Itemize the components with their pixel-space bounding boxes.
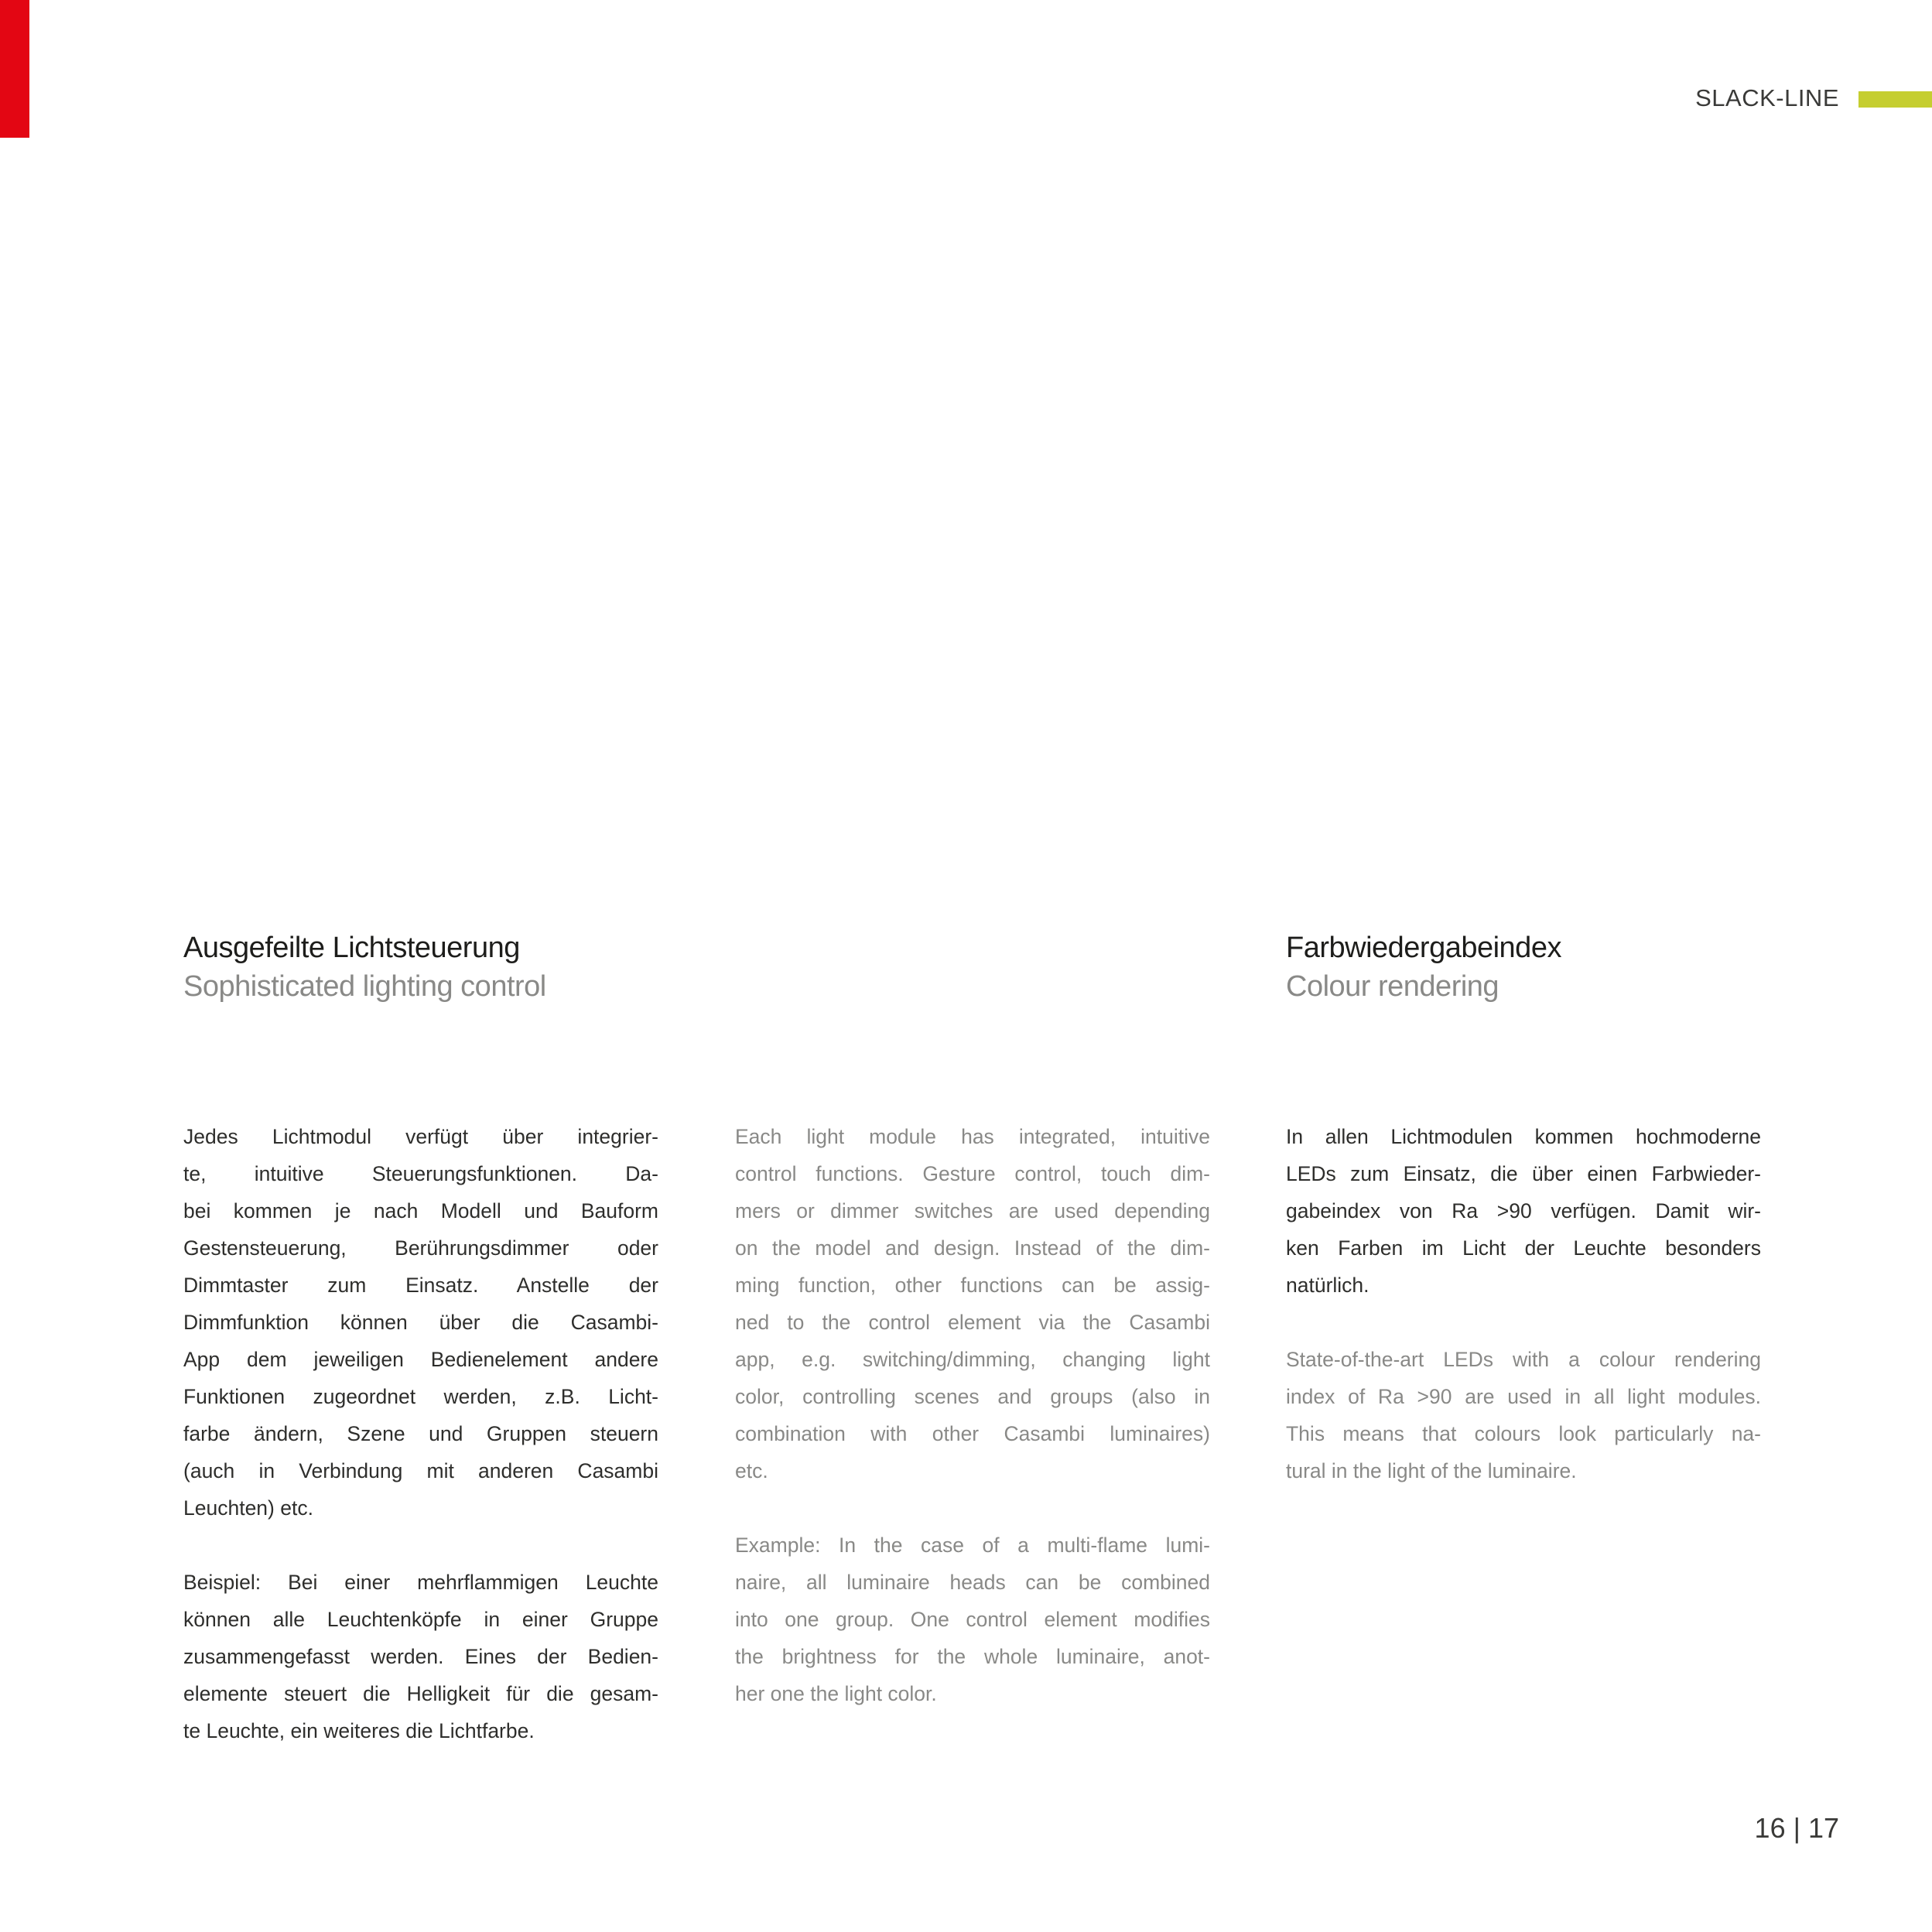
text-line: ken Farben im Licht der Leuchte besonders [1286,1236,1761,1260]
text-line: Beispiel: Bei einer mehrflammigen Leuchte [183,1571,658,1594]
paragraph [183,1564,658,1749]
text-line: mers or dimmer switches are used depending [735,1199,1210,1222]
paragraph [1286,1118,1761,1304]
page-number: 16 | 17 [1754,1812,1839,1844]
text-line: Each light module has integrated, intuitive [735,1125,1210,1148]
heading-de: Farbwiedergabeindex [1286,932,1561,964]
text-line: Leuchten) etc. [183,1496,313,1520]
text-line: into one group. One control element modifies [735,1608,1210,1631]
text-line: Jedes Lichtmodul verfügt über integrier- [183,1125,658,1148]
text-line: elemente steuert die Helligkeit für die gesam- [183,1682,658,1705]
text-line: ming function, other functions can be assig- [735,1274,1210,1297]
paragraph [183,1118,658,1527]
paragraph [735,1527,1210,1712]
text-column-2 [735,1118,1210,1749]
text-line: on the model and design. Instead of the dim- [735,1236,1210,1260]
text-line: etc. [735,1459,768,1482]
text-line: LEDs zum Einsatz, die über einen Farbwieder- [1286,1162,1761,1185]
text-line: bei kommen je nach Modell und Bauform [183,1199,658,1222]
text-line: Dimmtaster zum Einsatz. Anstelle der [183,1274,658,1297]
text-line: combination with other Casambi luminaires) [735,1422,1210,1445]
text-line: zusammengefasst werden. Eines der Bedien- [183,1645,658,1668]
text-line: natürlich. [1286,1274,1369,1297]
paragraph [735,1118,1210,1489]
text-line: her one the light color. [735,1682,937,1705]
text-line: farbe ändern, Szene und Gruppen steuern [183,1422,658,1445]
text-column-3 [1286,1118,1761,1527]
text-line: State-of-the-art LEDs with a colour rendering [1286,1348,1761,1371]
text-column-1 [183,1118,658,1787]
text-line: index of Ra >90 are used in all light modules. [1286,1385,1761,1408]
text-line: tural in the light of the luminaire. [1286,1459,1577,1482]
text-line: Example: In the case of a multi-flame lumi- [735,1534,1210,1557]
text-line: ned to the control element via the Casambi [735,1311,1210,1334]
text-line: control functions. Gesture control, touch dim- [735,1162,1210,1185]
text-line: gabeindex von Ra >90 verfügen. Damit wir- [1286,1199,1761,1222]
text-line: Dimmfunktion können über die Casambi- [183,1311,658,1334]
text-line: This means that colours look particularly na- [1286,1422,1761,1445]
text-line: Funktionen zugeordnet werden, z.B. Licht- [183,1385,658,1408]
text-line: the brightness for the whole luminaire, anot- [735,1645,1210,1668]
text-line: color, controlling scenes and groups (also in [735,1385,1210,1408]
heading-de: Ausgefeilte Lichtsteuerung [183,932,520,964]
heading-en: Colour rendering [1286,970,1499,1003]
section-header-label: SLACK-LINE [1695,84,1839,111]
text-line: te Leuchte, ein weiteres die Lichtfarbe. [183,1719,535,1742]
heading-en: Sophisticated lighting control [183,970,546,1003]
text-line: (auch in Verbindung mit anderen Casambi [183,1459,658,1482]
text-line: app, e.g. switching/dimming, changing light [735,1348,1210,1371]
text-line: App dem jeweiligen Bedienelement andere [183,1348,658,1371]
text-line: können alle Leuchtenköpfe in einer Gruppe [183,1608,658,1631]
text-line: te, intuitive Steuerungsfunktionen. Da- [183,1162,658,1185]
text-line: Gestensteuerung, Berührungsdimmer oder [183,1236,658,1260]
text-line: naire, all luminaire heads can be combined [735,1571,1210,1594]
paragraph [1286,1341,1761,1489]
text-line: In allen Lichtmodulen kommen hochmoderne [1286,1125,1761,1148]
